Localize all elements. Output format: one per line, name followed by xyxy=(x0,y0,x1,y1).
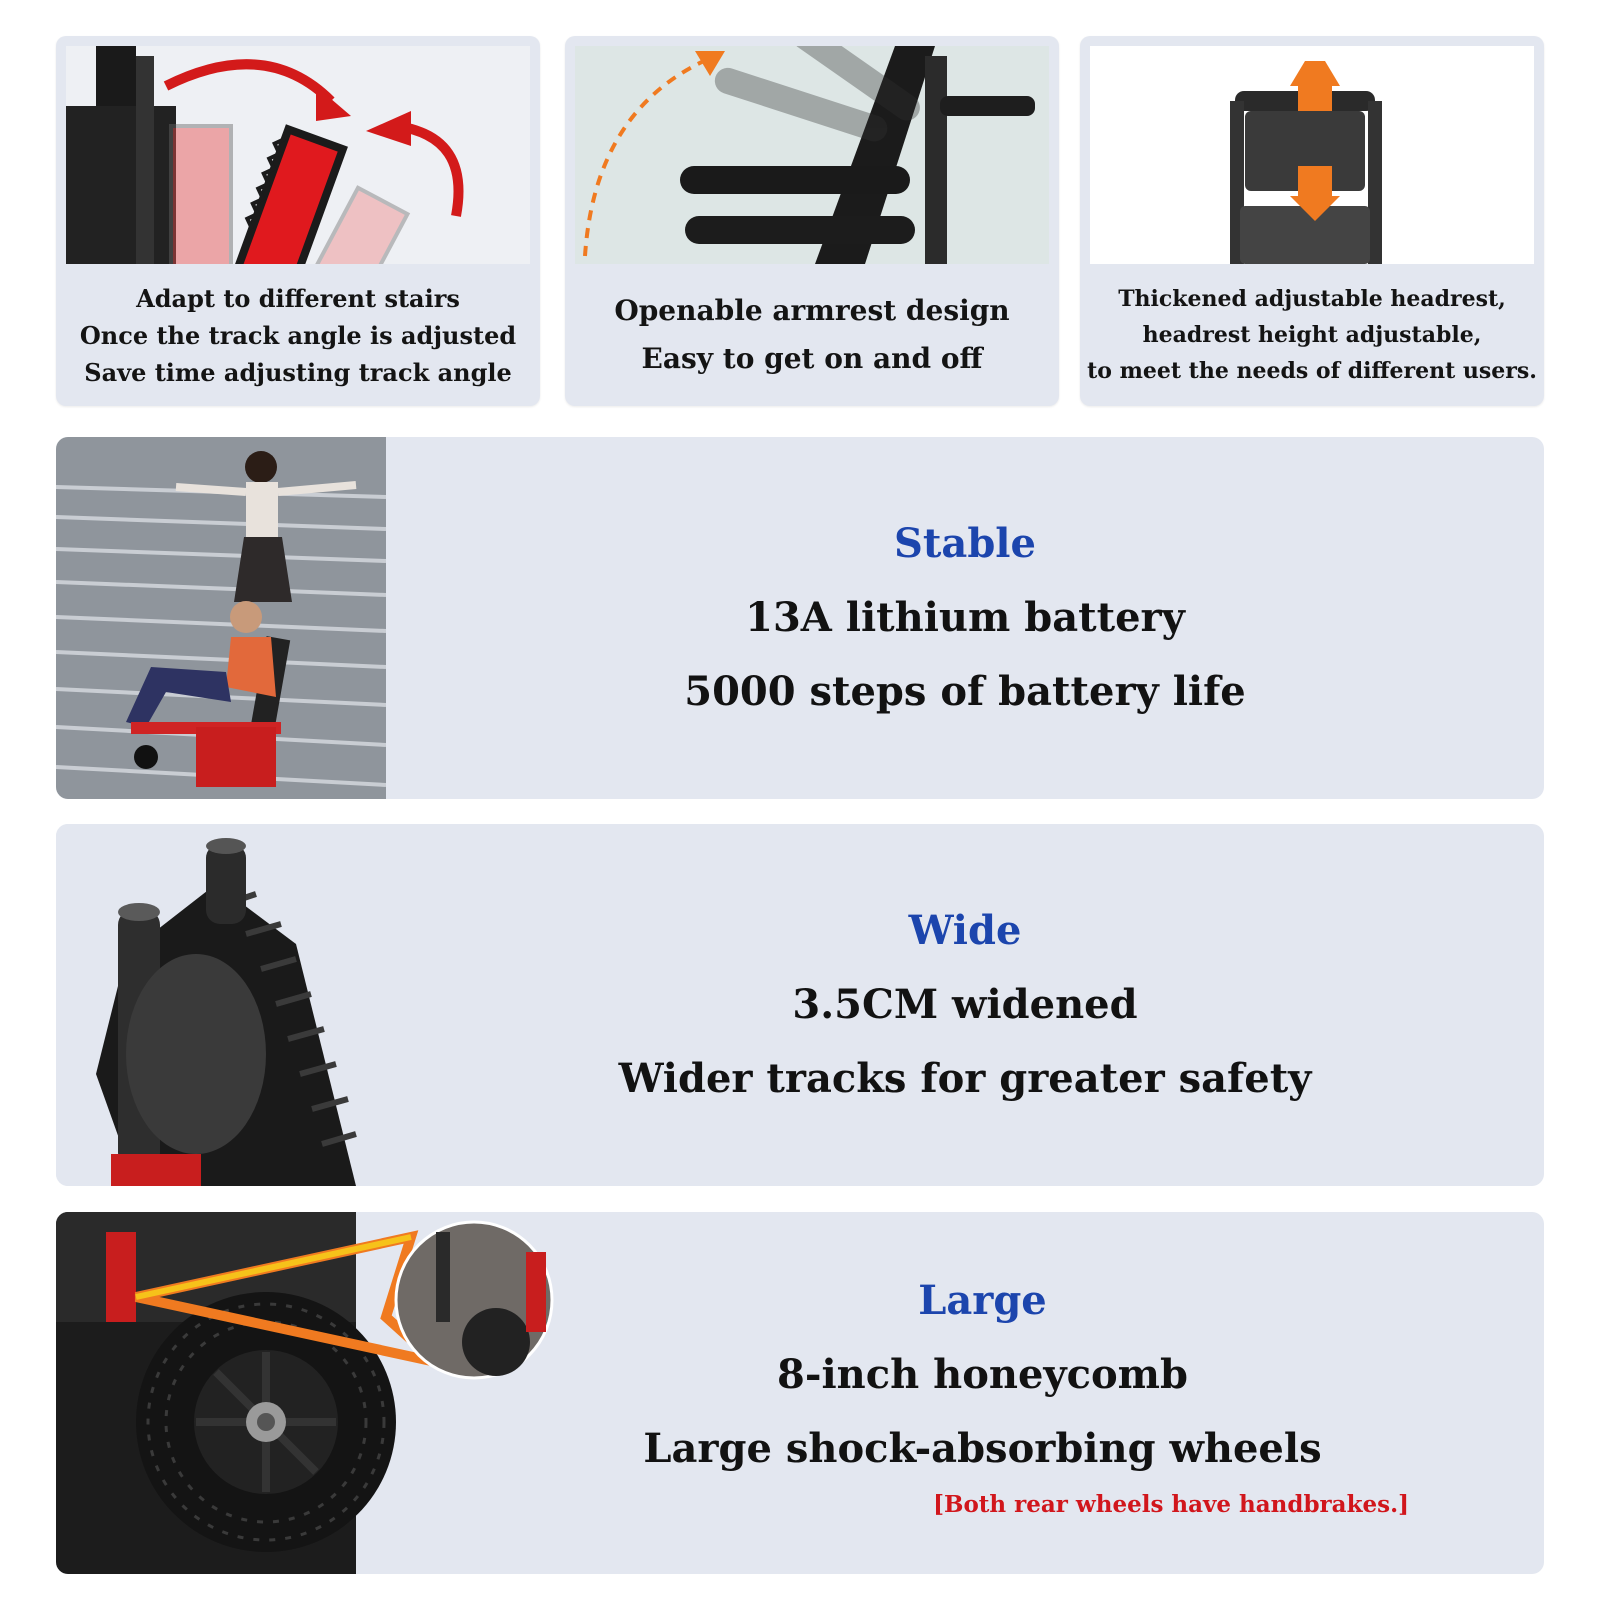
band-title: Stable xyxy=(894,520,1036,567)
feature-card-armrest xyxy=(565,36,1059,406)
band-title: Large xyxy=(918,1277,1047,1324)
headrest-caption xyxy=(1080,272,1544,398)
caption-line: Save time adjusting track angle xyxy=(84,357,512,387)
caption-line: Easy to get on and off xyxy=(641,342,983,375)
caption-line: Openable armrest design xyxy=(614,294,1010,327)
feature-card-headrest xyxy=(1080,36,1544,406)
caption-line: headrest height adjustable, xyxy=(1142,322,1482,348)
track-angle-image xyxy=(66,46,530,264)
caption-line: Thickened adjustable headrest, xyxy=(1118,286,1506,312)
band-line: Large shock-absorbing wheels xyxy=(643,1425,1322,1472)
caption-line: Once the track angle is adjusted xyxy=(79,320,517,350)
large-text xyxy=(556,1212,1409,1574)
stable-text xyxy=(386,437,1544,799)
band-line: Wider tracks for greater safety xyxy=(618,1055,1312,1102)
stairs-photo xyxy=(56,437,386,799)
band-line: 3.5CM widened xyxy=(792,981,1138,1028)
armrest-caption xyxy=(565,272,1059,398)
caption-line: to meet the needs of different users. xyxy=(1087,358,1537,384)
headrest-image xyxy=(1090,46,1534,264)
handbrake-note: [Both rear wheels have handbrakes.] xyxy=(933,1491,1409,1518)
band-line: 13A lithium battery xyxy=(745,594,1185,641)
band-line: 8-inch honeycomb xyxy=(777,1351,1188,1398)
feature-band-large xyxy=(56,1212,1544,1574)
wide-text xyxy=(386,824,1544,1186)
feature-band-stable xyxy=(56,437,1544,799)
track-closeup-image xyxy=(56,824,386,1186)
feature-band-wide xyxy=(56,824,1544,1186)
armrest-image xyxy=(575,46,1049,264)
feature-card-track-angle xyxy=(56,36,540,406)
track-angle-caption xyxy=(56,272,540,398)
band-line: 5000 steps of battery life xyxy=(684,668,1246,715)
wheel-image xyxy=(56,1212,556,1574)
caption-line: Adapt to different stairs xyxy=(136,283,460,313)
band-title: Wide xyxy=(908,907,1022,954)
